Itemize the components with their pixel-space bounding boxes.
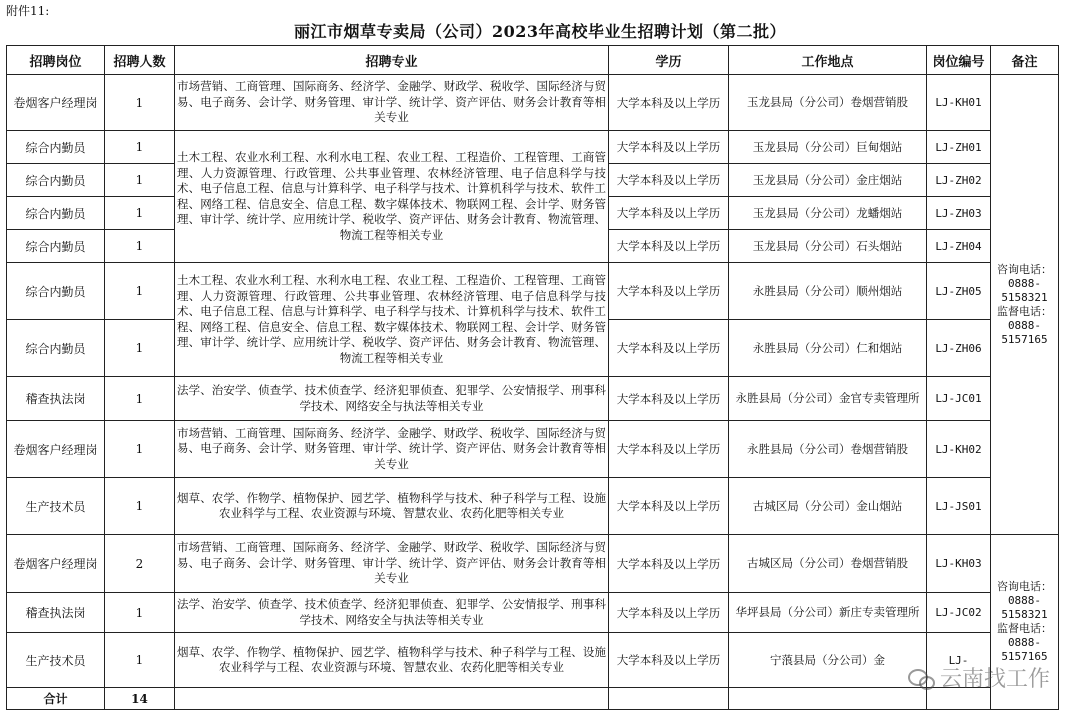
cell-count: 1 bbox=[105, 263, 175, 320]
cell-count: 1 bbox=[105, 421, 175, 478]
cell-education: 大学本科及以上学历 bbox=[609, 421, 729, 478]
cell-major bbox=[175, 263, 609, 377]
total-empty bbox=[175, 688, 609, 710]
cell-count: 1 bbox=[105, 164, 175, 197]
recruitment-table bbox=[6, 45, 1059, 710]
cell-location: 玉龙县局（分公司）卷烟营销股 bbox=[729, 75, 927, 131]
cell-post: 卷烟客户经理岗 bbox=[7, 421, 105, 478]
cell-education: 大学本科及以上学历 bbox=[609, 377, 729, 421]
cell-post: 综合内勤员 bbox=[7, 230, 105, 263]
table-row bbox=[7, 75, 1059, 131]
major-text: 土木工程、农业水利工程、水利水电工程、农业工程、工程造价、工程管理、工商管理、人力资源管理、行政管理、公共事业管理、农林经济管理、电子信息科学与技术、电子信息工程、信息与计算科学、电子科学与技术、计算机科学与技术、软件工程、网络工程、信息安全、信息工程、数字媒体技术、物联网工程、会计学、财务管理、审计学、统计学、应用统计学、税收学、资产评估、财务会计教育、物流管理、物流工程等相关专业 bbox=[177, 150, 606, 242]
total-empty bbox=[609, 688, 729, 710]
cell-code: LJ-ZH01 bbox=[927, 131, 991, 164]
cell-post: 稽查执法岗 bbox=[7, 377, 105, 421]
cell-post: 卷烟客户经理岗 bbox=[7, 535, 105, 593]
total-empty bbox=[729, 688, 927, 710]
header-location: 工作地点 bbox=[729, 46, 927, 75]
cell-post: 稽查执法岗 bbox=[7, 593, 105, 633]
table-row bbox=[7, 377, 1059, 421]
major-text: 烟草、农学、作物学、植物保护、园艺学、植物科学与技术、种子科学与工程、设施农业科学与工程、农业资源与环境、智慧农业、农药化肥等相关专业 bbox=[177, 490, 606, 520]
header-major: 招聘专业 bbox=[175, 46, 609, 75]
cell-location: 宁蒗县局（分公司）金 bbox=[729, 633, 927, 688]
cell-location: 玉龙县局（分公司）石头烟站 bbox=[729, 230, 927, 263]
cell-location: 永胜县局（分公司）顺州烟站 bbox=[729, 263, 927, 320]
cell-count: 1 bbox=[105, 75, 175, 131]
major-text: 烟草、农学、作物学、植物保护、园艺学、植物科学与技术、种子科学与工程、设施农业科学与工程、农业资源与环境、智慧农业、农药化肥等相关专业 bbox=[177, 644, 606, 674]
table-row bbox=[7, 131, 1059, 164]
cell-post: 综合内勤员 bbox=[7, 263, 105, 320]
table-row bbox=[7, 263, 1059, 320]
cell-major bbox=[175, 131, 609, 263]
cell-count: 1 bbox=[105, 633, 175, 688]
cell-code: LJ-ZH06 bbox=[927, 320, 991, 377]
cell-code: LJ-JC02 bbox=[927, 593, 991, 633]
cell-count: 1 bbox=[105, 230, 175, 263]
cell-code: LJ-JS01 bbox=[927, 478, 991, 535]
cell-location: 永胜县局（分公司）卷烟营销股 bbox=[729, 421, 927, 478]
major-text: 市场营销、工商管理、国际商务、经济学、金融学、财政学、税收学、国际经济与贸易、电子商务、会计学、财务管理、审计学、统计学、资产评估、财务会计教育等相关专业 bbox=[177, 540, 606, 586]
cell-note-2: 咨询电话：0888-5158321 监督电话：0888-5157165 bbox=[991, 535, 1059, 710]
cell-education: 大学本科及以上学历 bbox=[609, 131, 729, 164]
cell-count: 1 bbox=[105, 478, 175, 535]
cell-count: 1 bbox=[105, 197, 175, 230]
cell-education: 大学本科及以上学历 bbox=[609, 197, 729, 230]
cell-post: 生产技术员 bbox=[7, 478, 105, 535]
cell-major bbox=[175, 421, 609, 478]
header-note: 备注 bbox=[991, 46, 1059, 75]
cell-count: 1 bbox=[105, 593, 175, 633]
cell-post: 生产技术员 bbox=[7, 633, 105, 688]
cell-education: 大学本科及以上学历 bbox=[609, 263, 729, 320]
table-row bbox=[7, 593, 1059, 633]
cell-education: 大学本科及以上学历 bbox=[609, 230, 729, 263]
major-text: 法学、治安学、侦查学、技术侦查学、经济犯罪侦查、犯罪学、公安情报学、刑事科学技术、网络安全与执法等相关专业 bbox=[177, 383, 606, 413]
table-row bbox=[7, 535, 1059, 593]
major-text: 市场营销、工商管理、国际商务、经济学、金融学、财政学、税收学、国际经济与贸易、电子商务、会计学、财务管理、审计学、统计学、资产评估、财务会计教育等相关专业 bbox=[177, 79, 606, 125]
cell-major bbox=[175, 535, 609, 593]
total-row bbox=[7, 688, 1059, 710]
cell-location: 玉龙县局（分公司）龙蟠烟站 bbox=[729, 197, 927, 230]
table-row bbox=[7, 421, 1059, 478]
cell-post: 综合内勤员 bbox=[7, 320, 105, 377]
major-text: 土木工程、农业水利工程、水利水电工程、农业工程、工程造价、工程管理、工商管理、人力资源管理、行政管理、公共事业管理、农林经济管理、电子信息科学与技术、电子信息工程、信息与计算科学、电子科学与技术、计算机科学与技术、软件工程、网络工程、信息安全、信息工程、数字媒体技术、物联网工程、会计学、财务管理、审计学、统计学、应用统计学、税收学、资产评估、财务会计教育、物流管理、物流工程等相关专业 bbox=[177, 273, 606, 365]
cell-code: LJ-JC01 bbox=[927, 377, 991, 421]
cell-major bbox=[175, 478, 609, 535]
cell-code: LJ-ZH05 bbox=[927, 263, 991, 320]
cell-post: 综合内勤员 bbox=[7, 164, 105, 197]
cell-note-1: 咨询电话：0888-5158321 监督电话：0888-5157165 bbox=[991, 75, 1059, 535]
cell-count: 1 bbox=[105, 131, 175, 164]
total-count: 14 bbox=[105, 688, 175, 710]
table-row bbox=[7, 633, 1059, 688]
cell-code: LJ-ZH03 bbox=[927, 197, 991, 230]
cell-post: 卷烟客户经理岗 bbox=[7, 75, 105, 131]
cell-count: 1 bbox=[105, 377, 175, 421]
attachment-label: 附件11: bbox=[6, 4, 50, 18]
wechat-icon bbox=[908, 667, 934, 689]
cell-education: 大学本科及以上学历 bbox=[609, 75, 729, 131]
document-title: 丽江市烟草专卖局（公司）2023年高校毕业生招聘计划（第二批） bbox=[293, 22, 787, 41]
cell-post: 综合内勤员 bbox=[7, 197, 105, 230]
header-education: 学历 bbox=[609, 46, 729, 75]
cell-location: 古城区局（分公司）金山烟站 bbox=[729, 478, 927, 535]
cell-code: LJ-ZH02 bbox=[927, 164, 991, 197]
cell-education: 大学本科及以上学历 bbox=[609, 633, 729, 688]
cell-major bbox=[175, 593, 609, 633]
cell-post: 综合内勤员 bbox=[7, 131, 105, 164]
cell-count: 1 bbox=[105, 320, 175, 377]
cell-education: 大学本科及以上学历 bbox=[609, 535, 729, 593]
cell-major bbox=[175, 377, 609, 421]
header-post: 招聘岗位 bbox=[7, 46, 105, 75]
major-text: 市场营销、工商管理、国际商务、经济学、金融学、财政学、税收学、国际经济与贸易、电子商务、会计学、财务管理、审计学、统计学、资产评估、财务会计教育等相关专业 bbox=[177, 425, 606, 471]
cell-code: LJ-ZH04 bbox=[927, 230, 991, 263]
major-text: 法学、治安学、侦查学、技术侦查学、经济犯罪侦查、犯罪学、公安情报学、刑事科学技术、网络安全与执法等相关专业 bbox=[177, 597, 606, 627]
watermark-text: 云南找工作 bbox=[939, 667, 1050, 692]
cell-location: 永胜县局（分公司）仁和烟站 bbox=[729, 320, 927, 377]
cell-code: LJ-KH02 bbox=[927, 421, 991, 478]
cell-location: 永胜县局（分公司）金官专卖管理所 bbox=[729, 377, 927, 421]
cell-major bbox=[175, 75, 609, 131]
watermark bbox=[908, 662, 1050, 693]
cell-location: 古城区局（分公司）卷烟营销股 bbox=[729, 535, 927, 593]
cell-code: LJ- bbox=[927, 633, 991, 688]
cell-education: 大学本科及以上学历 bbox=[609, 164, 729, 197]
total-label: 合计 bbox=[7, 688, 105, 710]
table-header-row bbox=[7, 46, 1059, 75]
cell-code: LJ-KH01 bbox=[927, 75, 991, 131]
cell-location: 华坪县局（分公司）新庄专卖管理所 bbox=[729, 593, 927, 633]
header-code: 岗位编号 bbox=[927, 46, 991, 75]
cell-education: 大学本科及以上学历 bbox=[609, 478, 729, 535]
table-row bbox=[7, 478, 1059, 535]
cell-location: 玉龙县局（分公司）巨甸烟站 bbox=[729, 131, 927, 164]
cell-count: 2 bbox=[105, 535, 175, 593]
cell-location: 玉龙县局（分公司）金庄烟站 bbox=[729, 164, 927, 197]
cell-major bbox=[175, 633, 609, 688]
header-count: 招聘人数 bbox=[105, 46, 175, 75]
cell-education: 大学本科及以上学历 bbox=[609, 320, 729, 377]
cell-code: LJ-KH03 bbox=[927, 535, 991, 593]
cell-education: 大学本科及以上学历 bbox=[609, 593, 729, 633]
